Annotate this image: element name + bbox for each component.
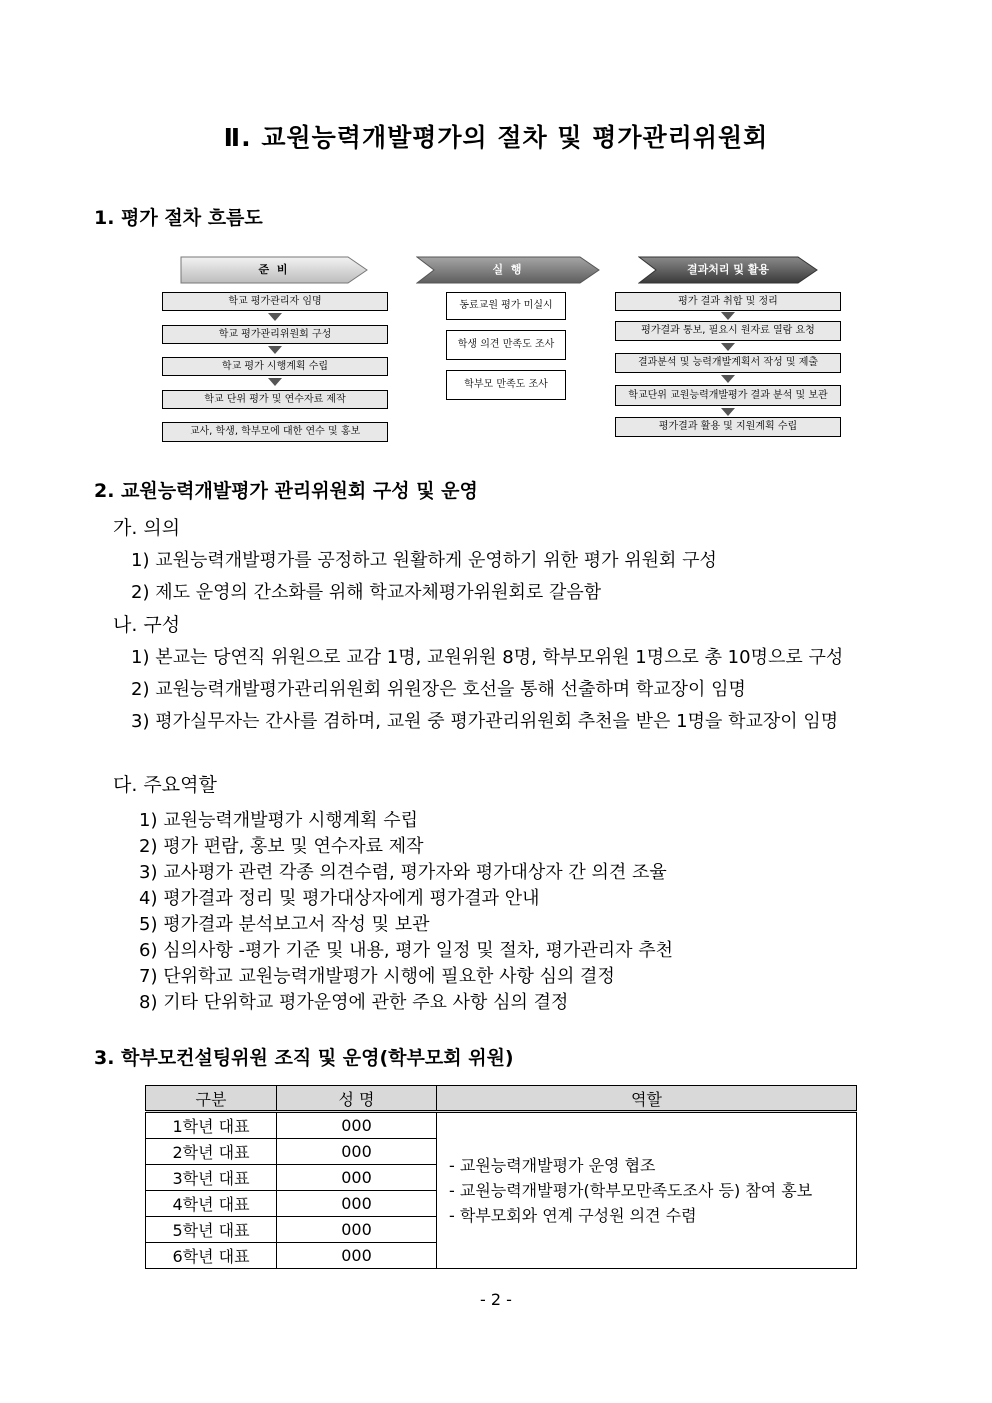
list-item: 2) 제도 운영의 간소화를 위해 학교자체평가위원회로 갈음함 [131,582,602,603]
flow-column-prepare-header [180,256,368,284]
flow-step: 평가 결과 취합 및 정리 [615,292,841,311]
flow-step: 결과분석 및 능력개발계획서 작성 및 제출 [615,353,841,373]
down-arrow-icon [721,343,735,351]
table-cell: 000 [277,1217,437,1243]
list-item: 2) 평가 편람, 홍보 및 연수자료 제작 [139,836,424,857]
role-line: - 교원능력개발평가 운영 협조 [449,1156,656,1175]
list-item: 3) 교사평가 관련 각종 의견수렴, 평가자와 평가대상자 간 의견 조율 [139,862,667,883]
flow-step: 동료교원 평가 미실시 [446,292,566,320]
table-cell: 6학년 대표 [146,1243,277,1269]
table-cell: 4학년 대표 [146,1191,277,1217]
list-item: 7) 단위학교 교원능력개발평가 시행에 필요한 사항 심의 결정 [139,966,615,987]
flow-column-label: 실 행 [492,263,524,276]
table-header-cell: 구분 [146,1086,277,1112]
section1-heading: 1. 평가 절차 흐름도 [94,207,263,229]
list-item: 1) 본교는 당연직 위원으로 교감 1명, 교원위원 8명, 학부모위원 1명으로 총 10명으로 구성 [131,647,844,668]
list-item: 1) 교원능력개발평가 시행계획 수립 [139,810,419,831]
down-arrow-icon [268,378,282,386]
page-title: Ⅱ. 교원능력개발평가의 절차 및 평가관리위원회 [223,123,769,152]
table-row [146,1112,857,1139]
table-header-cell: 역할 [437,1086,857,1112]
table-cell: 000 [277,1112,437,1139]
down-arrow-icon [721,408,735,416]
list-item: 5) 평가결과 분석보고서 작성 및 보관 [139,914,430,935]
down-arrow-icon [268,313,282,321]
flow-step: 평가결과 통보, 필요시 원자료 열람 요청 [615,321,841,341]
list-item: 8) 기타 단위학교 평가운영에 관한 주요 사항 심의 결정 [139,992,569,1013]
role-line: - 교원능력개발평가(학부모만족도조사 등) 참여 홍보 [449,1181,813,1200]
subsection-title: 다. 주요역할 [113,774,217,796]
flow-column-label: 준 비 [258,263,290,276]
table-header-row [146,1086,857,1112]
section3-heading: 3. 학부모컨설팅위원 조직 및 운영(학부모회 위원) [94,1047,514,1069]
down-arrow-icon [721,375,735,383]
table-cell: 000 [277,1243,437,1269]
table-cell: 000 [277,1139,437,1165]
table-cell: 2학년 대표 [146,1139,277,1165]
role-line: - 학부모회와 연계 구성원 의견 수렴 [449,1206,697,1225]
flow-step: 학교 평가 시행계획 수립 [162,357,388,376]
table-cell: 3학년 대표 [146,1165,277,1191]
role-cell [437,1112,857,1269]
table-header-cell: 성 명 [277,1086,437,1112]
flow-column-label: 결과처리 및 활용 [686,263,770,276]
flow-step: 학교 평가관리위원회 구성 [162,325,388,344]
down-arrow-icon [721,312,735,320]
flow-column-execute-header [416,256,600,284]
list-item: 4) 평가결과 정리 및 평가대상자에게 평가결과 안내 [139,888,540,909]
flow-column-result-header [638,256,818,284]
table-cell: 000 [277,1165,437,1191]
flow-step: 평가결과 활용 및 지원계획 수립 [615,417,841,437]
down-arrow-icon [268,346,282,354]
list-item: 2) 교원능력개발평가관리위원회 위원장은 호선을 통해 선출하며 학교장이 임명 [131,679,746,700]
table-cell: 5학년 대표 [146,1217,277,1243]
flow-step: 교사, 학생, 학부모에 대한 연수 및 홍보 [162,422,388,442]
list-item: 6) 심의사항 -평가 기준 및 내용, 평가 일정 및 절차, 평가관리자 추천 [139,940,674,961]
subsection-title: 나. 구성 [113,614,181,636]
subsection-title: 가. 의의 [113,517,181,539]
flow-step: 학교 단위 평가 및 연수자료 제작 [162,390,388,409]
flow-step: 학교 평가관리자 임명 [162,292,388,311]
parent-committee-table [145,1085,857,1269]
table-cell: 000 [277,1191,437,1217]
page-number: - 2 - [480,1290,512,1309]
flow-step: 학부모 만족도 조사 [446,370,566,400]
flow-step: 학생 의견 만족도 조사 [446,330,566,360]
flow-step: 학교단위 교원능력개발평가 결과 분석 및 보관 [615,385,841,406]
list-item: 1) 교원능력개발평가를 공정하고 원활하게 운영하기 위한 평가 위원회 구성 [131,550,717,571]
list-item: 3) 평가실무자는 간사를 겸하며, 교원 중 평가관리위원회 추천을 받은 1명을 학교장이 임명 [131,711,839,732]
section2-heading: 2. 교원능력개발평가 관리위원회 구성 및 운영 [94,480,478,502]
table-cell: 1학년 대표 [146,1112,277,1139]
